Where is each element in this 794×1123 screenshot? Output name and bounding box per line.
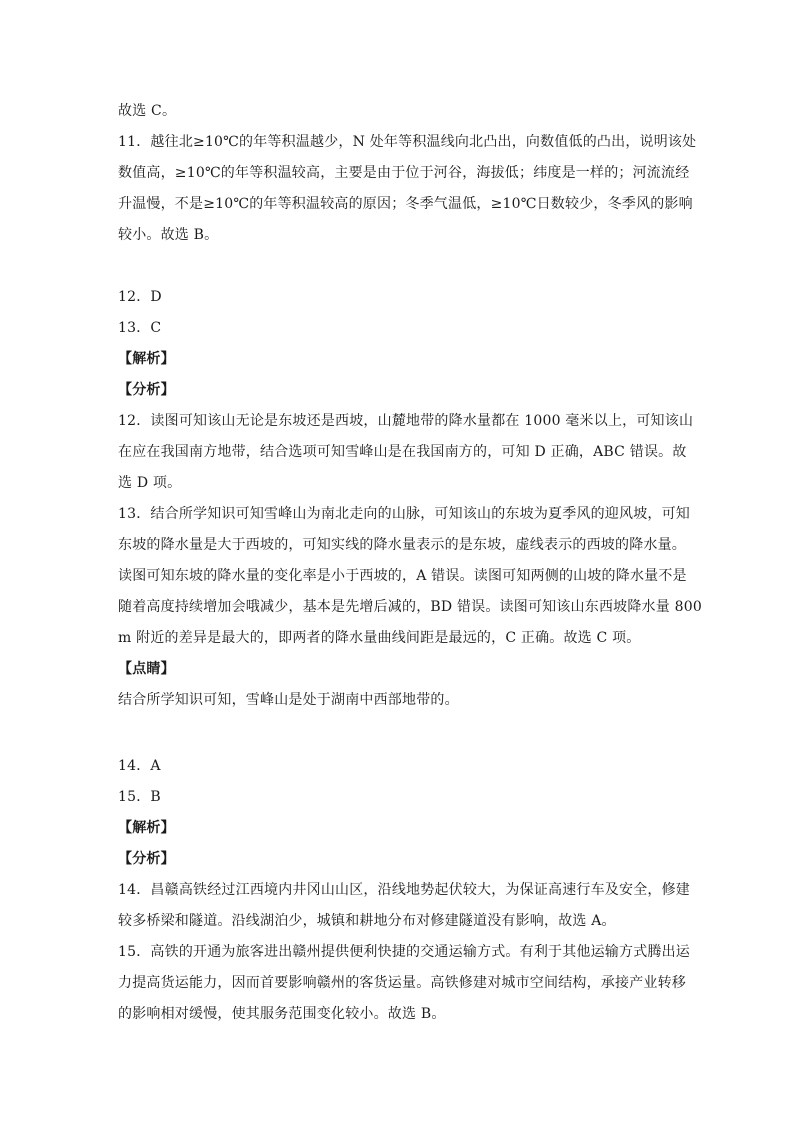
explanation-13-line-5: m 附近的差异是最大的，即两者的降水量曲线间距是最远的，C 正确。故选 C 项。 bbox=[118, 630, 641, 646]
answer-15: 15．B bbox=[118, 789, 161, 805]
explanation-12-line-1: 12．读图可知该山无论是东坡还是西坡，山麓地带的降水量都在 1000 毫米以上，可知该山 bbox=[118, 413, 694, 429]
explanation-11-line-2: 数值高，≥10℃的年等积温较高，主要是由于位于河谷，海拔低；纬度是一样的；河流流经 bbox=[118, 165, 690, 181]
section-heading-reasoning: 【分析】 bbox=[118, 382, 175, 398]
explanation-11-line-3: 升温慢，不是≥10℃的年等积温较高的原因；冬季气温低，≥10℃日数较少，冬季风的影响 bbox=[118, 196, 693, 212]
explanation-14-line-2: 较多桥梁和隧道。沿线湖泊少，城镇和耕地分布对修建隧道没有影响，故选 A。 bbox=[118, 913, 616, 929]
explanation-13-line-4: 随着高度持续增加会哦减少，基本是先增后减的，BD 错误。读图可知该山东西坡降水量 800 bbox=[118, 599, 702, 615]
explanation-12-line-2: 在应在我国南方地带，结合选项可知雪峰山是在我国南方的，可知 D 正确，ABC 错误。故 bbox=[118, 444, 687, 460]
explanation-15-line-3: 的影响相对缓慢，使其服务范围变化较小。故选 B。 bbox=[118, 1006, 446, 1022]
section-heading-analysis: 【解析】 bbox=[118, 351, 175, 367]
section-heading-reasoning-2: 【分析】 bbox=[118, 851, 175, 867]
section-heading-key-point: 【点睛】 bbox=[118, 661, 175, 677]
explanation-15-line-1: 15．高铁的开通为旅客进出赣州提供便利快捷的交通运输方式。有利于其他运输方式腾出运 bbox=[118, 944, 691, 960]
answer-12: 12．D bbox=[118, 289, 162, 305]
answer-13: 13．C bbox=[118, 320, 162, 336]
explanation-14-line-1: 14．昌赣高铁经过江西境内井冈山山区，沿线地势起伏较大，为保证高速行车及安全，修建 bbox=[118, 882, 691, 898]
explanation-13-line-2: 东坡的降水量是大于西坡的，可知实线的降水量表示的是东坡，虚线表示的西坡的降水量。 bbox=[118, 537, 686, 553]
explanation-15-line-2: 力提高货运能力，因而首要影响赣州的客货运量。高铁修建对城市空间结构，承接产业转移 bbox=[118, 975, 686, 991]
answer-14: 14．A bbox=[118, 758, 161, 774]
key-point-text: 结合所学知识可知，雪峰山是处于湖南中西部地带的。 bbox=[118, 692, 459, 708]
section-heading-analysis-2: 【解析】 bbox=[118, 820, 175, 836]
explanation-11-line-4: 较小。故选 B。 bbox=[118, 227, 219, 243]
explanation-13-line-1: 13．结合所学知识可知雪峰山为南北走向的山脉，可知该山的东坡为夏季风的迎风坡，可知 bbox=[118, 506, 691, 522]
explanation-13-line-3: 读图可知东坡的降水量的变化率是小于西坡的，A 错误。读图可知两侧的山坡的降水量不是 bbox=[118, 568, 687, 584]
explanation-11-line-1: 11．越往北≥10℃的年等积温越少，N 处年等积温线向北凸出，向数值低的凸出，说明该处 bbox=[118, 134, 697, 150]
explanation-12-line-3: 选 D 项。 bbox=[118, 475, 182, 491]
answer-line-10-conclusion: 故选 C。 bbox=[118, 103, 177, 119]
